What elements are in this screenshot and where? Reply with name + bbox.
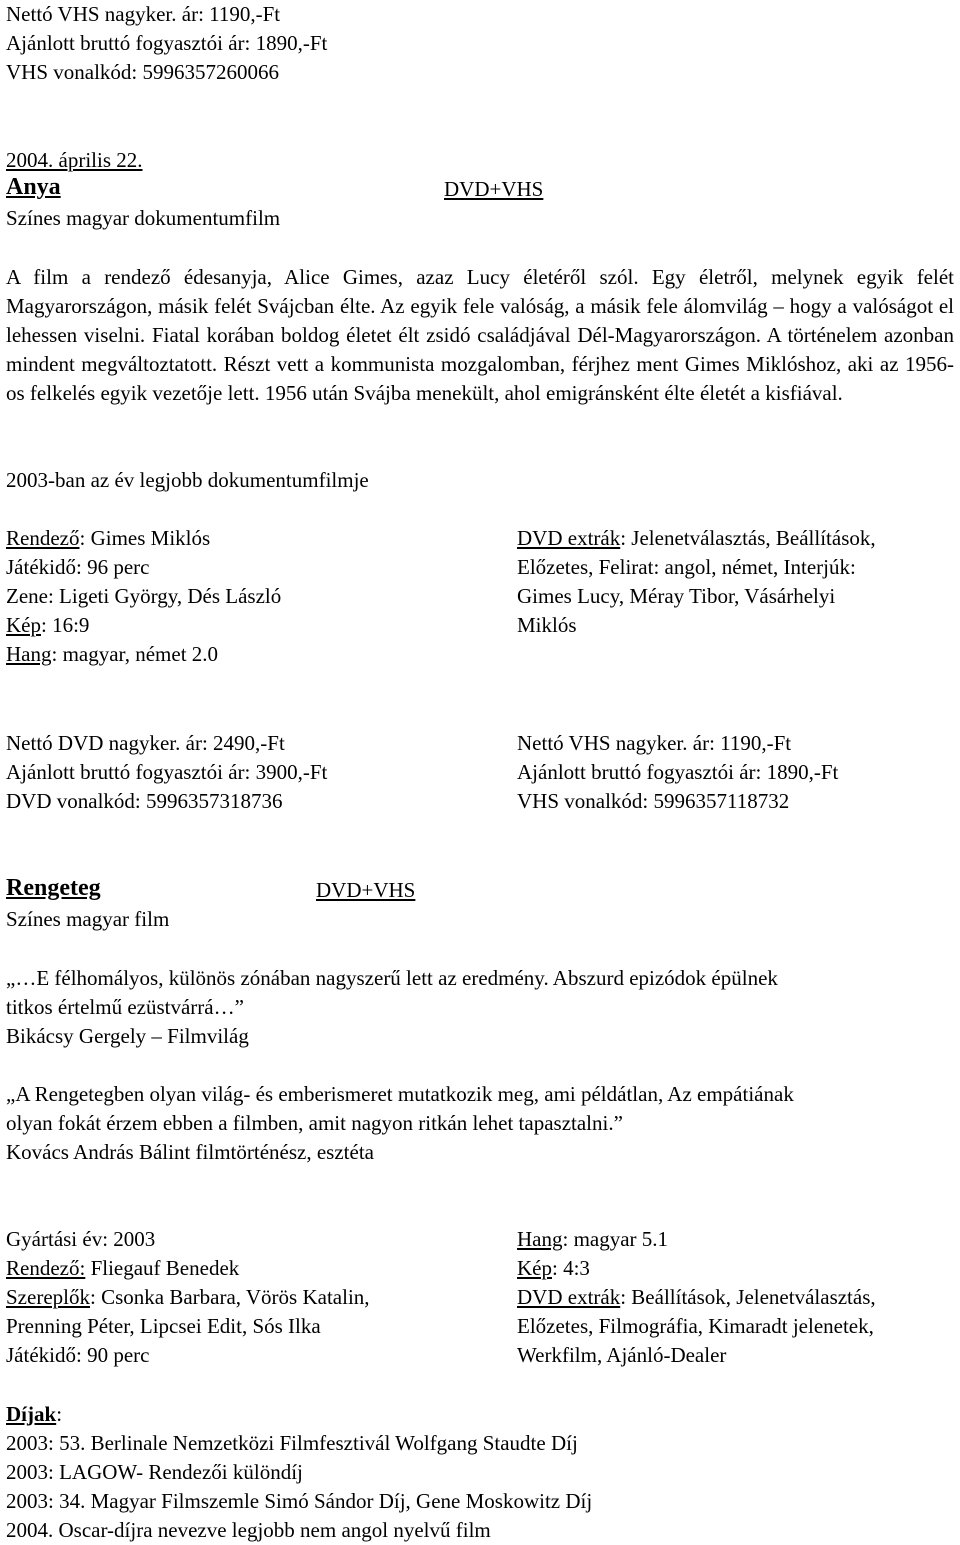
anya-dvd-net: Nettó DVD nagyker. ár: 2490,-Ft	[6, 731, 285, 755]
anya-extras	[517, 524, 876, 640]
anya-runtime: Játékidő: 96 perc	[6, 555, 150, 579]
rengeteg-extras-value-1: : Beállítások, Jelenetválasztás,	[620, 1285, 876, 1309]
anya-description: A film a rendező édesanyja, Alice Gimes, azaz Lucy életéről szól. Egy életről, melynek egyik felét Magyarországon, másik felét Svájcban élte. Az egyik fele valóság, a másik fele álomvilág – hogy a valóságot el lehessen viselni. Fiatal korában boldog életet élt zsidó családjával Dél-Magyarországon. A történelem azonban mindent megváltoztatott. Részt vett a kommunista mozgalomban, férjhez ment Gimes Miklóshoz, aki az 1956-os felkelés egyik vezetője lett. 1956 után Svájba menekült, ahol emigránsként élte életét a kisfiával.	[6, 265, 954, 405]
anya-dvd-barcode: DVD vonalkód: 5996357318736	[6, 789, 283, 813]
anya-credits	[6, 524, 281, 669]
award-item: 2004. Oscar-díjra nevezve legjobb nem angol nyelvű film	[6, 1518, 491, 1542]
rengeteg-sound-value: : magyar 5.1	[562, 1227, 669, 1251]
anya-vhs-net: Nettó VHS nagyker. ár: 1190,-Ft	[517, 731, 792, 755]
awards-heading	[6, 1400, 592, 1429]
award-item: 2003: LAGOW- Rendezői különdíj	[6, 1460, 303, 1484]
rengeteg-director-label: Rendező:	[6, 1256, 86, 1280]
rengeteg-sound-label: Hang	[517, 1227, 563, 1251]
rengeteg-director-value: Fliegauf Benedek	[85, 1256, 240, 1280]
top-vhs-retail-price: Ajánlott bruttó fogyasztói ár: 1890,-Ft	[6, 31, 328, 55]
rengeteg-title: Rengeteg	[6, 875, 101, 901]
quote-1-line-1: „…E félhomályos, különös zónában nagyszerű lett az eredmény. Abszurd epizódok épülnek	[6, 966, 778, 990]
quote-1-line-2: titkos értelmű ezüstvárrá…”	[6, 995, 244, 1019]
rengeteg-runtime: Játékidő: 90 perc	[6, 1343, 150, 1367]
anya-music: Zene: Ligeti György, Dés László	[6, 584, 282, 608]
award-item: 2003: 53. Berlinale Nemzetközi Filmfesztivál Wolfgang Staudte Díj	[6, 1431, 578, 1455]
rengeteg-sound	[517, 1225, 876, 1254]
quote-2-line-2: olyan fokát érzem ebben a filmben, amit nagyon ritkán lehet tapasztalni.”	[6, 1111, 623, 1135]
top-vhs-barcode: VHS vonalkód: 5996357260066	[6, 60, 279, 84]
anya-dvd-retail: Ajánlott bruttó fogyasztói ár: 3900,-Ft	[6, 760, 328, 784]
rengeteg-director	[6, 1254, 370, 1283]
rengeteg-cast-label: Szereplők	[6, 1285, 90, 1309]
rengeteg-quote-2	[6, 1080, 794, 1167]
anya-extras-line2: Előzetes, Felirat: angol, német, Interjúk:	[517, 555, 856, 579]
top-vhs-net-price: Nettó VHS nagyker. ár: 1190,-Ft	[6, 2, 281, 26]
anya-extras-line1	[517, 524, 876, 553]
rengeteg-cast-value-2: Prenning Péter, Lipcsei Edit, Sós Ilka	[6, 1314, 321, 1338]
anya-extras-line4: Miklós	[517, 613, 577, 637]
anya-picture-value: : 16:9	[41, 613, 90, 637]
awards-colon: :	[56, 1402, 63, 1426]
anya-sound-value: : magyar, német 2.0	[51, 642, 219, 666]
awards-label: Díjak	[6, 1402, 57, 1426]
rengeteg-quote-1	[6, 964, 778, 1051]
anya-vhs-prices	[517, 729, 838, 816]
anya-format: DVD+VHS	[444, 177, 544, 201]
anya-extras-line3: Gimes Lucy, Méray Tibor, Vásárhelyi	[517, 584, 836, 608]
anya-extras-label: DVD extrák	[517, 526, 621, 550]
anya-extras-value1: : Jelenetválasztás, Beállítások,	[620, 526, 876, 550]
anya-picture-label: Kép	[6, 613, 41, 637]
rengeteg-extras-label: DVD extrák	[517, 1285, 621, 1309]
quote-1-author: Bikácsy Gergely – Filmvilág	[6, 1024, 249, 1048]
quote-2-author: Kovács András Bálint filmtörténész, esztéta	[6, 1140, 374, 1164]
anya-vhs-retail: Ajánlott bruttó fogyasztói ár: 1890,-Ft	[517, 760, 839, 784]
anya-director-value: : Gimes Miklós	[79, 526, 211, 550]
rengeteg-extras	[517, 1283, 876, 1312]
rengeteg-year: Gyártási év: 2003	[6, 1227, 156, 1251]
rengeteg-cast-value-1: : Csonka Barbara, Vörös Katalin,	[89, 1285, 370, 1309]
rengeteg-subtitle: Színes magyar film	[6, 907, 170, 931]
rengeteg-extras-line-3: Werkfilm, Ajánló-Dealer	[517, 1343, 727, 1367]
anya-vhs-barcode: VHS vonalkód: 5996357118732	[517, 789, 790, 813]
rengeteg-credits	[6, 1225, 370, 1370]
anya-dvd-prices	[6, 729, 327, 816]
rengeteg-tech	[517, 1225, 876, 1370]
rengeteg-format: DVD+VHS	[316, 878, 416, 902]
rengeteg-picture	[517, 1254, 876, 1283]
anya-subtitle: Színes magyar dokumentumfilm	[6, 206, 281, 230]
rengeteg-picture-label: Kép	[517, 1256, 552, 1280]
anya-title: Anya	[6, 174, 61, 200]
anya-director-label: Rendező	[6, 526, 80, 550]
anya-award: 2003-ban az év legjobb dokumentumfilmje	[6, 468, 369, 492]
rengeteg-picture-value: : 4:3	[552, 1256, 590, 1280]
release-date: 2004. április 22.	[6, 148, 143, 172]
rengeteg-cast	[6, 1283, 370, 1312]
rengeteg-extras-line-2: Előzetes, Filmográfia, Kimaradt jelenetek,	[517, 1314, 874, 1338]
anya-sound-label: Hang	[6, 642, 52, 666]
rengeteg-awards	[6, 1400, 592, 1545]
award-item: 2003: 34. Magyar Filmszemle Simó Sándor Díj, Gene Moskowitz Díj	[6, 1489, 593, 1513]
anya-picture	[6, 611, 281, 640]
anya-director	[6, 524, 281, 553]
quote-2-line-1: „A Rengetegben olyan világ- és emberismeret mutatkozik meg, ami példátlan, Az empátiának	[6, 1082, 794, 1106]
anya-sound	[6, 640, 281, 669]
